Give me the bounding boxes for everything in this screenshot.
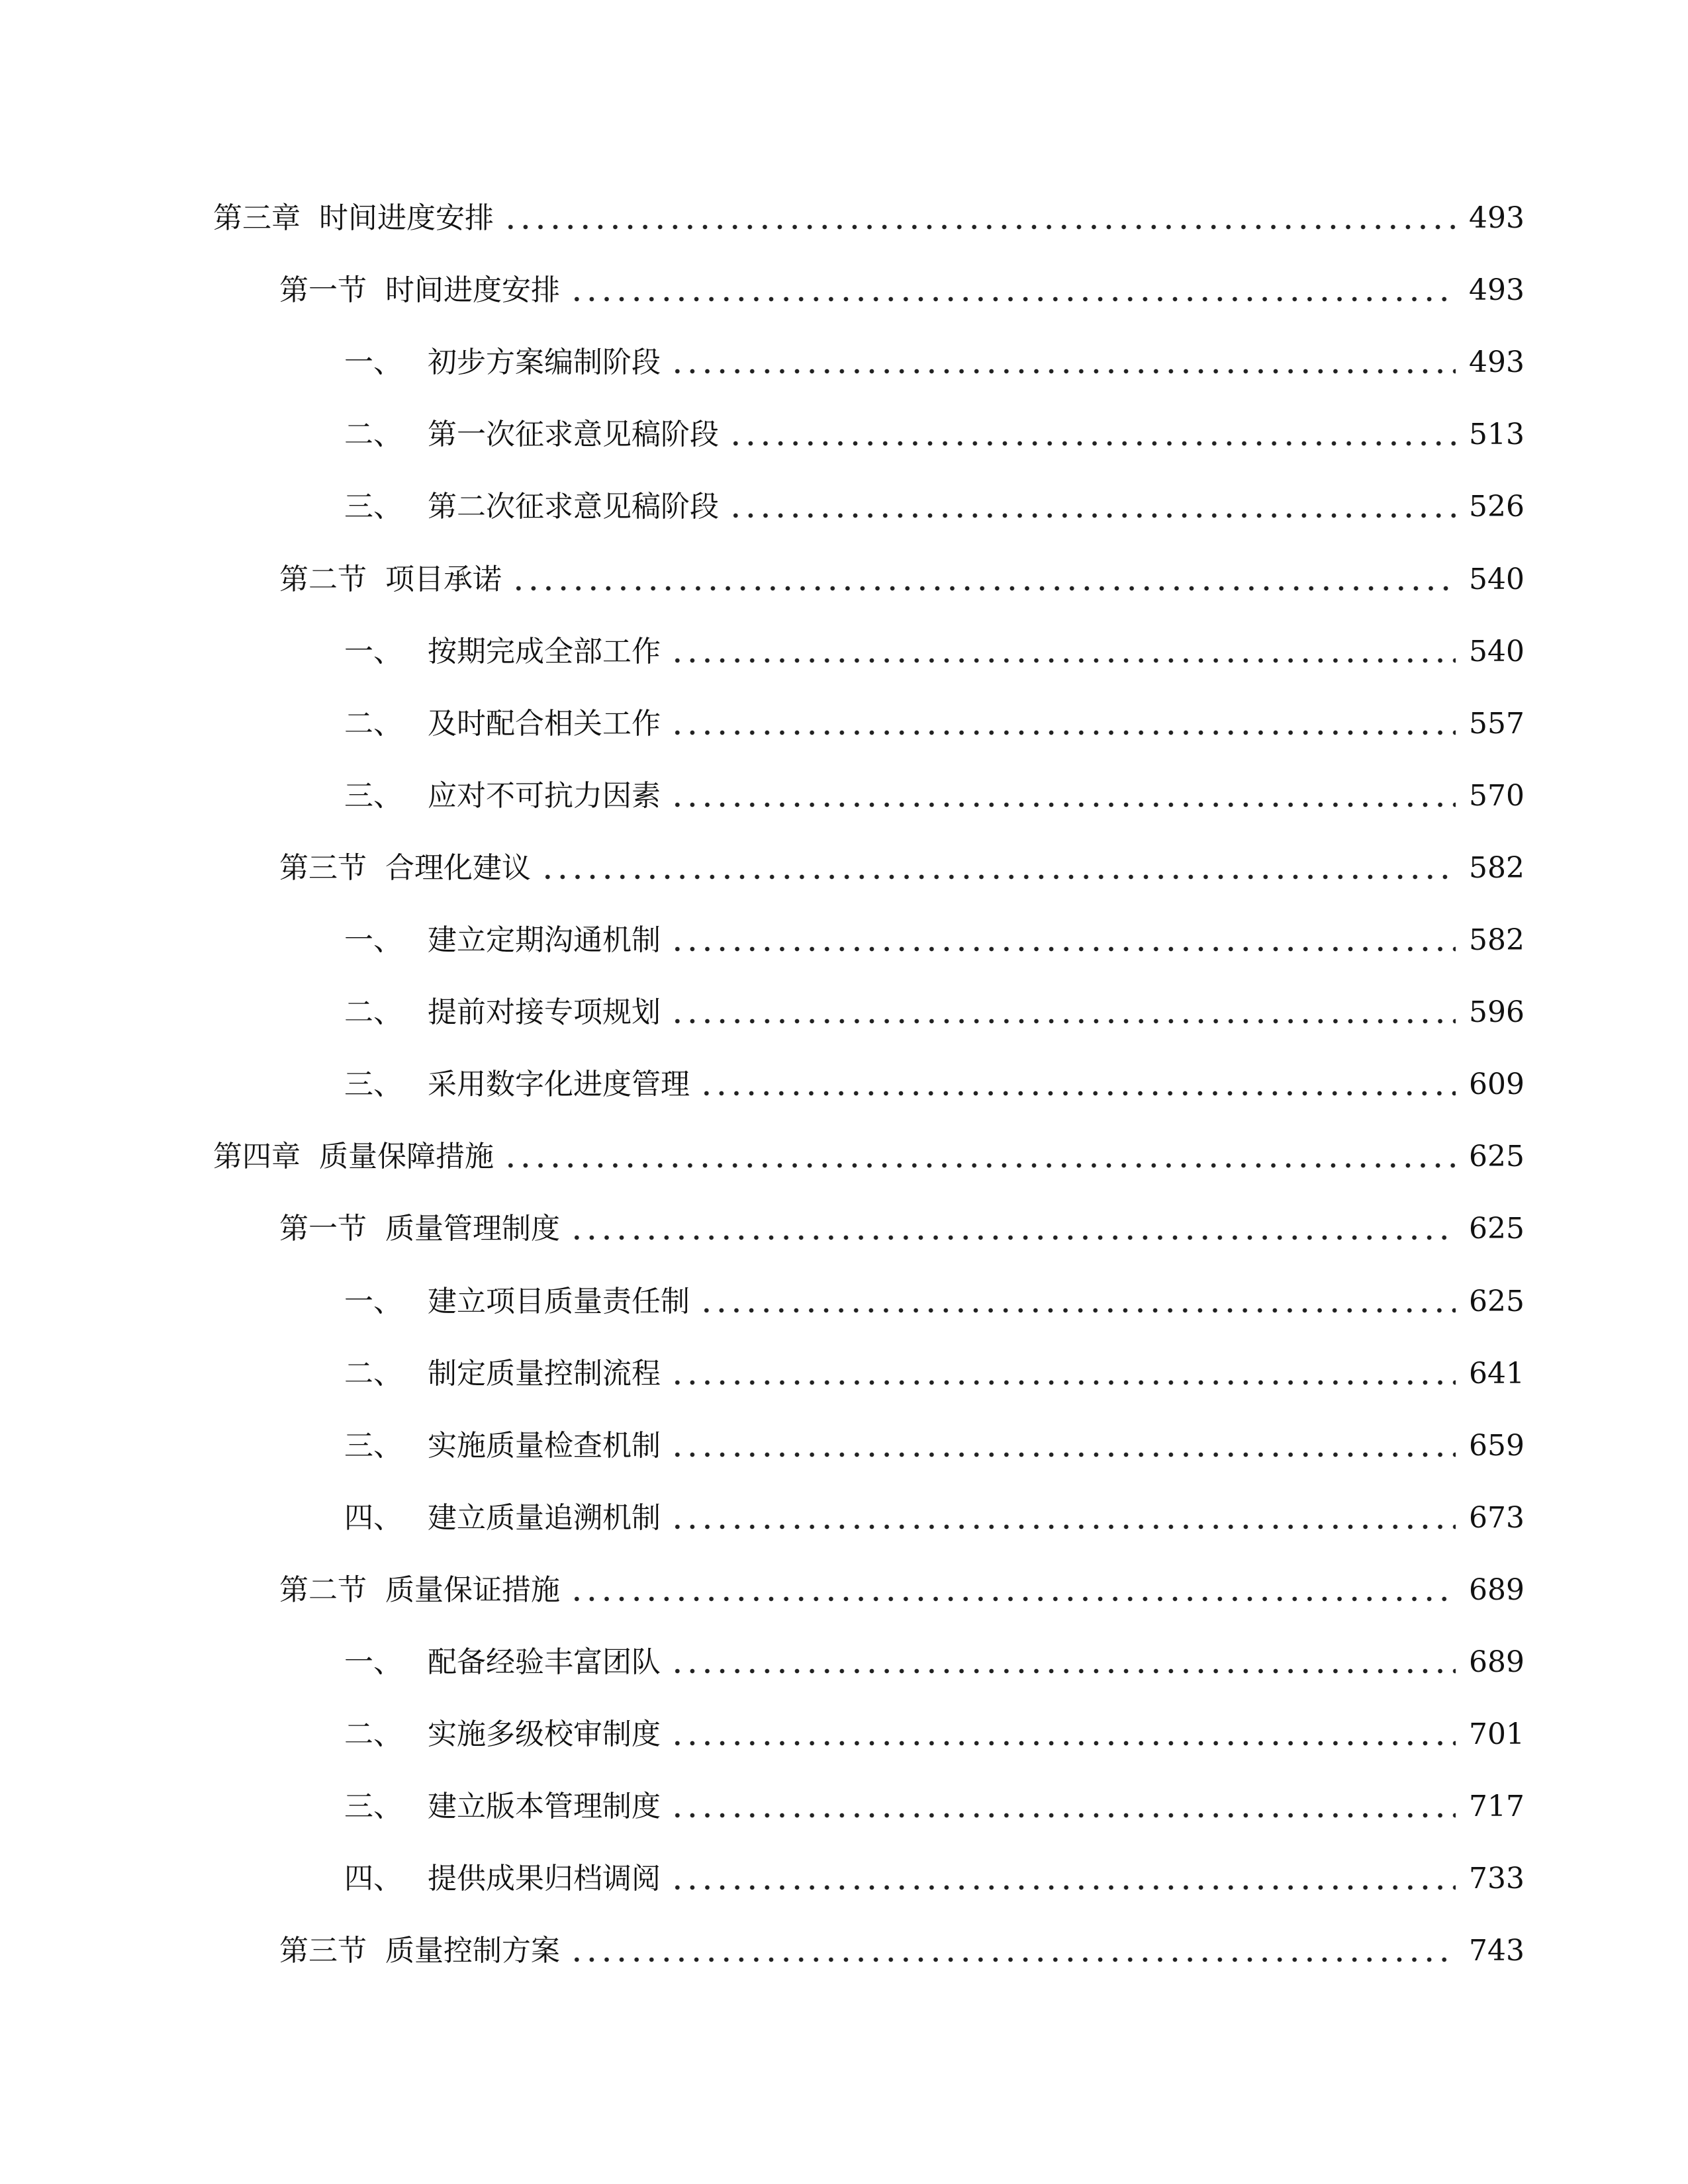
toc-entry-title: 项目承诺	[385, 562, 502, 596]
toc-entry-page: 701	[1469, 1717, 1524, 1752]
toc-entry-number: 二、	[344, 418, 402, 452]
toc-entry-lead	[0, 1423, 1465, 1469]
toc-entry-number: 四、	[344, 1500, 402, 1535]
toc-entry-lead	[0, 1711, 1465, 1758]
dot-leader	[569, 1957, 1456, 1962]
toc-entry-page: 717	[1469, 1790, 1524, 1824]
toc-entry-number: 二、	[344, 995, 402, 1030]
toc-entry-page: 540	[1469, 562, 1524, 596]
dot-leader	[540, 874, 1456, 880]
dot-leader	[670, 658, 1456, 663]
dot-leader	[569, 1235, 1456, 1240]
toc-entry-title: 建立定期沟通机制	[428, 923, 661, 957]
toc-entry[interactable]	[0, 701, 1688, 747]
toc-entry-page: 513	[1469, 418, 1524, 452]
toc-entry-lead	[0, 1928, 1465, 1974]
toc-entry-title: 质量保证措施	[385, 1572, 560, 1607]
toc-entry-number: 第二节	[279, 1572, 367, 1607]
toc-entry-page: 625	[1469, 1212, 1524, 1246]
toc-entry-title: 及时配合相关工作	[428, 706, 661, 741]
toc-entry-title: 建立版本管理制度	[428, 1790, 661, 1824]
toc-entry-page: 625	[1469, 1284, 1524, 1318]
toc-entry-number: 一、	[344, 1284, 402, 1318]
toc-entry-title: 合理化建议	[385, 850, 531, 885]
toc-entry-page: 526	[1469, 490, 1524, 524]
dot-leader	[670, 802, 1456, 807]
toc-entry-lead	[0, 267, 1465, 314]
toc-entry-page: 493	[1469, 345, 1524, 380]
toc-entry[interactable]	[0, 1567, 1688, 1614]
toc-entry-lead	[0, 340, 1465, 386]
dot-leader	[670, 1019, 1456, 1024]
toc-entry-title: 质量保障措施	[319, 1140, 494, 1174]
dot-leader	[670, 1524, 1456, 1529]
toc-entry-number: 一、	[344, 634, 402, 668]
toc-entry-title: 建立质量追溯机制	[428, 1500, 661, 1535]
toc-entry[interactable]	[0, 557, 1688, 603]
toc-entry-lead	[0, 701, 1465, 747]
toc-entry-number: 三、	[344, 1428, 402, 1463]
toc-entry[interactable]	[0, 1784, 1688, 1830]
toc-entry-page: 659	[1469, 1428, 1524, 1463]
toc-entry-lead	[0, 484, 1465, 530]
toc-entry-page: 625	[1469, 1140, 1524, 1174]
toc-entry[interactable]	[0, 1279, 1688, 1325]
toc-entry[interactable]	[0, 989, 1688, 1036]
toc-entry[interactable]	[0, 845, 1688, 891]
toc-entry-title: 时间进度安排	[319, 201, 494, 235]
toc-entry-page: 582	[1469, 923, 1524, 957]
toc-entry-lead	[0, 1495, 1465, 1541]
toc-entry-number: 二、	[344, 1356, 402, 1390]
toc-entry-lead	[0, 1784, 1465, 1830]
toc-entry-number: 第三节	[279, 850, 367, 885]
toc-entry-number: 第一节	[279, 273, 367, 308]
toc-entry-page: 596	[1469, 995, 1524, 1030]
dot-leader	[670, 1885, 1456, 1890]
toc-entry-lead	[0, 195, 1465, 242]
toc-entry-title: 实施多级校审制度	[428, 1717, 661, 1752]
toc-entry-number: 第一节	[279, 1212, 367, 1246]
toc-entry-title: 质量管理制度	[385, 1212, 560, 1246]
toc-entry-lead	[0, 557, 1465, 603]
toc-entry-page: 743	[1469, 1934, 1524, 1968]
toc-entry[interactable]	[0, 267, 1688, 314]
toc-entry[interactable]	[0, 1134, 1688, 1180]
dot-leader	[503, 224, 1456, 230]
toc-entry-lead	[0, 845, 1465, 891]
dot-leader	[670, 1380, 1456, 1385]
toc-entry-lead	[0, 1567, 1465, 1614]
toc-entry-title: 质量控制方案	[385, 1934, 560, 1968]
toc-entry-number: 第四章	[213, 1140, 301, 1174]
toc-entry-number: 第三节	[279, 1934, 367, 1968]
toc-entry-page: 493	[1469, 201, 1524, 235]
dot-leader	[670, 1813, 1456, 1818]
toc-entry-title: 第一次征求意见稿阶段	[428, 418, 719, 452]
toc-entry-page: 582	[1469, 850, 1524, 885]
toc-entry-number: 一、	[344, 1645, 402, 1679]
dot-leader	[670, 946, 1456, 952]
toc-entry[interactable]	[0, 629, 1688, 675]
toc-entry-number: 三、	[344, 1790, 402, 1824]
toc-entry-title: 应对不可抗力因素	[428, 778, 661, 813]
toc-entry[interactable]	[0, 1206, 1688, 1252]
toc-entry[interactable]	[0, 1423, 1688, 1469]
toc-entry-title: 实施质量检查机制	[428, 1428, 661, 1463]
toc-entry-page: 689	[1469, 1572, 1524, 1607]
toc-entry-title: 时间进度安排	[385, 273, 560, 308]
dot-leader	[670, 369, 1456, 374]
toc-entry[interactable]	[0, 1062, 1688, 1108]
dot-leader	[699, 1308, 1456, 1313]
toc-entry-number: 三、	[344, 778, 402, 813]
toc-entry-title: 第二次征求意见稿阶段	[428, 490, 719, 524]
toc-entry-number: 第三章	[213, 201, 301, 235]
toc-entry-lead	[0, 917, 1465, 964]
toc-entry[interactable]	[0, 1711, 1688, 1758]
toc-entry-lead	[0, 1856, 1465, 1902]
dot-leader	[511, 586, 1456, 591]
toc-entry-number: 二、	[344, 706, 402, 741]
toc-entry-title: 配备经验丰富团队	[428, 1645, 661, 1679]
toc-entry[interactable]	[0, 1495, 1688, 1541]
toc-entry-lead	[0, 1639, 1465, 1686]
toc-entry-number: 三、	[344, 1068, 402, 1102]
toc-entry-lead	[0, 1351, 1465, 1397]
dot-leader	[670, 1668, 1456, 1674]
toc-entry-page: 557	[1469, 706, 1524, 741]
toc-entry-lead	[0, 989, 1465, 1036]
toc-entry-lead	[0, 1062, 1465, 1108]
toc-entry[interactable]	[0, 340, 1688, 386]
toc-entry-page: 570	[1469, 778, 1524, 813]
toc-entry-title: 制定质量控制流程	[428, 1356, 661, 1390]
dot-leader	[503, 1163, 1456, 1168]
toc-entry[interactable]	[0, 484, 1688, 530]
toc-entry-number: 二、	[344, 1717, 402, 1752]
dot-leader	[670, 730, 1456, 735]
toc-entry-page: 609	[1469, 1068, 1524, 1102]
dot-leader	[569, 296, 1456, 302]
toc-entry[interactable]	[0, 1928, 1688, 1974]
toc-entry-lead	[0, 1206, 1465, 1252]
dot-leader	[670, 1741, 1456, 1746]
toc-entry[interactable]	[0, 773, 1688, 819]
toc-entry[interactable]	[0, 412, 1688, 458]
toc-entry-title: 建立项目质量责任制	[428, 1284, 690, 1318]
toc-entry-lead	[0, 773, 1465, 819]
toc-entry-page: 540	[1469, 634, 1524, 668]
toc-entry-page: 673	[1469, 1500, 1524, 1535]
dot-leader	[569, 1596, 1456, 1602]
toc-entry-lead	[0, 412, 1465, 458]
dot-leader	[670, 1452, 1456, 1457]
toc-entry-number: 三、	[344, 490, 402, 524]
toc-entry-lead	[0, 1279, 1465, 1325]
toc-entry-title: 提供成果归档调阅	[428, 1862, 661, 1896]
toc-entry-number: 一、	[344, 923, 402, 957]
toc-entry-lead	[0, 629, 1465, 675]
dot-leader	[699, 1091, 1456, 1096]
toc-entry-page: 493	[1469, 273, 1524, 308]
toc-entry-title: 提前对接专项规划	[428, 995, 661, 1030]
toc-entry-title: 采用数字化进度管理	[428, 1068, 690, 1102]
dot-leader	[728, 441, 1456, 446]
toc-entry-title: 初步方案编制阶段	[428, 345, 661, 380]
toc-entry-title: 按期完成全部工作	[428, 634, 661, 668]
toc-entry[interactable]	[0, 917, 1688, 964]
toc-entry-page: 641	[1469, 1356, 1524, 1390]
toc-entry-number: 四、	[344, 1862, 402, 1896]
toc-entry-page: 733	[1469, 1862, 1524, 1896]
toc-entry-number: 一、	[344, 345, 402, 380]
toc-entry-page: 689	[1469, 1645, 1524, 1679]
toc-entry-lead	[0, 1134, 1465, 1180]
toc-entry[interactable]	[0, 1856, 1688, 1902]
toc-entry-number: 第二节	[279, 562, 367, 596]
toc-entry[interactable]	[0, 195, 1688, 242]
toc-entry[interactable]	[0, 1639, 1688, 1686]
toc-entry[interactable]	[0, 1351, 1688, 1397]
dot-leader	[728, 513, 1456, 518]
